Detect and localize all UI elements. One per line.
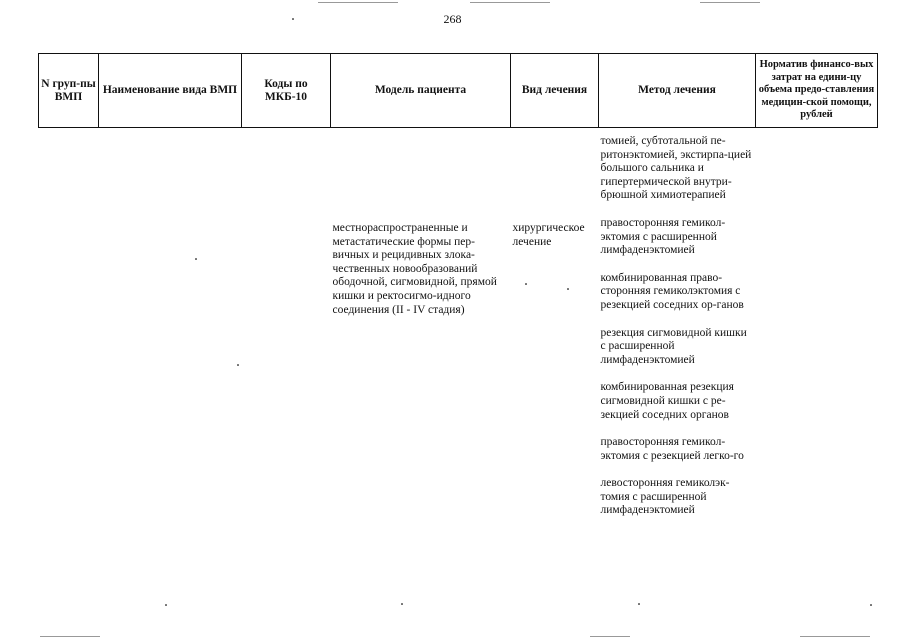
scan-edge-top-left [318,2,398,3]
header-treatment-method: Метод лечения [599,54,756,128]
scan-speck [292,18,294,20]
header-treatment-type: Вид лечения [511,54,599,128]
cell-treatment-type [511,128,599,628]
method-item: левосторонняя гемиколэк-томия с расширенной лимфаденэктомией [600,477,730,517]
vmp-table [38,53,878,628]
scan-speck [525,283,527,285]
scan-speck [638,603,640,605]
patient-model-text: местнораспространенные и метастатические формы пер-вичных и рецидивных злока-чественных новообразований ободочной, сигмовидной, прямой кишки и ректосигмо-идного соединения (II - IV стадия) [332,222,497,316]
method-continuation: томией, субтотальной пе-ритонэктомией, экстирпа-цией большого сальника и гипертермической внутри-брюшной химиотерапией [600,135,752,202]
cell-treatment-method [599,128,756,628]
scan-speck [195,258,197,260]
cell-financial-norm [756,128,878,628]
method-item: комбинированная право-сторонняя гемиколэктомия с резекцией соседних ор-ганов [600,271,744,311]
method-item: правосторонняя гемикол-эктомия с резекцией легко-го [600,436,744,462]
scan-edge-top-right [700,2,760,3]
scan-speck [237,364,239,366]
header-icd-codes: Коды по МКБ-10 [242,54,331,128]
treatment-type-text: хирургическое лечение [512,222,585,248]
table-row [39,128,878,628]
method-list [601,217,754,518]
cell-icd-codes [242,128,331,628]
scan-edge-bottom-mid [590,636,630,637]
header-vmp-name: Наименование вида ВМП [99,54,242,128]
cell-group-number [39,128,99,628]
header-group-number: N груп-пы ВМП [39,54,99,128]
scan-speck [870,604,872,606]
header-row [39,54,878,128]
header-financial-norm: Норматив финансо-вых затрат на едини-цу объема предо-ставления медицин-ской помощи, рублей [756,54,878,128]
scan-speck [567,288,569,290]
scan-edge-bottom-right [800,636,870,637]
page-number: 268 [443,12,462,26]
scan-edge-bottom-left [40,636,100,637]
cell-patient-model [331,128,511,628]
scan-speck [165,604,167,606]
table-header [39,54,878,128]
method-item: правосторонняя гемикол-эктомия с расширенной лимфаденэктомией [600,216,726,257]
scan-edge-top-mid [470,2,550,3]
method-item: комбинированная резекция сигмовидной кишки с ре-зекцией соседних органов [600,381,734,421]
scan-speck [401,603,403,605]
header-patient-model: Модель пациента [331,54,511,128]
method-item: резекция сигмовидной кишки с расширенной лимфаденэктомией [600,326,747,366]
cell-vmp-name [99,128,242,628]
